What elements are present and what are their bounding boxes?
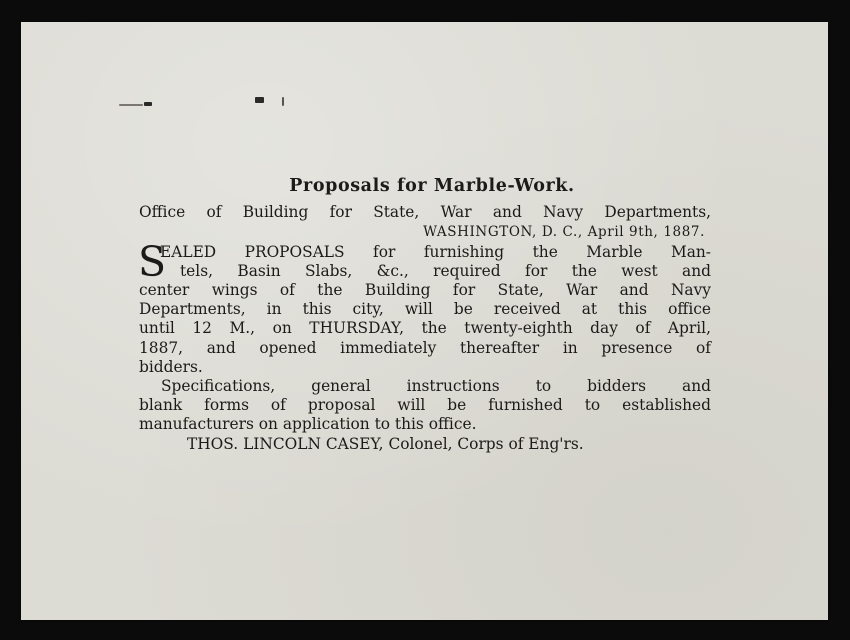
ink-speck [282,97,284,106]
body-line: 1887, and opened immediately thereafter in presence of [139,338,711,357]
body-line: EALED PROPOSALS for furnishing the Marble Man- [160,242,711,261]
body-line: center wings of the Building for State, War and Navy [139,281,711,300]
date-text: WASHINGTON, D. C., April 9th, 1887. [423,224,705,241]
notice-text [139,177,711,454]
notice-card [21,22,828,620]
ink-speck [144,102,152,106]
body-line: tels, Basin Slabs, &c., required for the west and [180,261,711,280]
drop-cap: S [138,237,167,286]
body-line: until 12 M., on THURSDAY, the twenty-eighth day of April, [139,319,711,338]
specs-line: Specifications, general instructions to bidders and [161,377,711,396]
date-line [139,222,711,242]
notice-title: Proposals for Marble-Work. [289,176,575,196]
ink-speck [255,97,264,103]
specs-line: blank forms of proposal will be furnished to established [139,396,711,415]
body-line: bidders. [139,357,203,376]
ink-speck [119,104,143,106]
specs-line: manufacturers on application to this office. [139,415,477,434]
body-paragraph [138,237,711,377]
signature: THOS. LINCOLN CASEY, Colonel, Corps of Eng'rs. [187,434,584,453]
body-line: Departments, in this city, will be received at this office [139,300,711,319]
office-line: Office of Building for State, War and Navy Departments, [139,203,711,222]
specs-paragraph [139,377,711,435]
